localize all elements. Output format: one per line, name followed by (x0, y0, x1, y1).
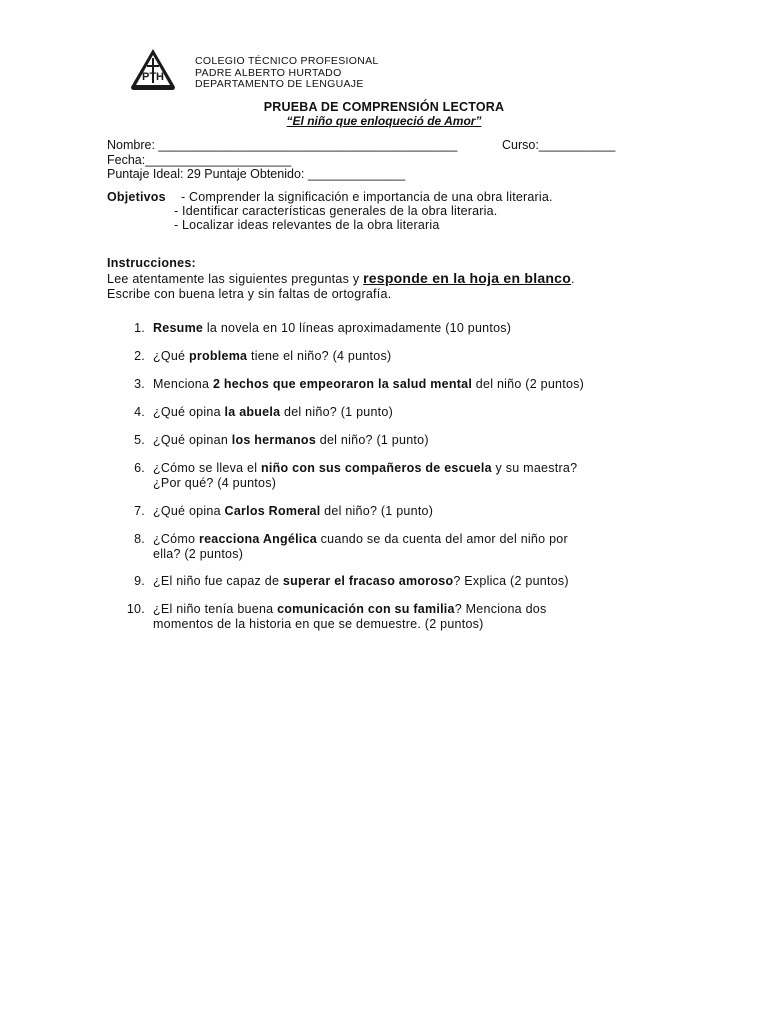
question-text (153, 321, 511, 336)
question-keyword: la abuela (224, 405, 281, 419)
question-segment: ¿Qué opina (153, 405, 225, 419)
instructions-emphasis: responde en la hoja en blanco (363, 270, 572, 286)
question-segment: ella? (2 puntos) (153, 546, 244, 561)
question-number: 7. (134, 504, 145, 518)
question-segment: ¿El niño fue capaz de (153, 574, 283, 588)
question-segment: la novela en 10 líneas aproximadamente (10 puntos) (203, 321, 512, 335)
question-item (107, 405, 393, 420)
student-fields (107, 138, 616, 182)
question-keyword: reacciona Angélica (198, 532, 317, 546)
instructions-line (107, 271, 667, 287)
school-patron: PADRE ALBERTO HURTADO (195, 66, 342, 79)
question-item (107, 532, 568, 561)
question-text (153, 504, 433, 519)
question-number: 9. (134, 574, 145, 588)
question-segment: ¿Por qué? (4 puntos) (153, 475, 277, 490)
school-name: COLEGIO TÉCNICO PROFESIONAL (195, 55, 379, 67)
question-item (107, 377, 584, 392)
question-segment: Menciona (153, 377, 213, 391)
question-number: 3. (134, 377, 145, 391)
question-item (107, 461, 577, 490)
question-text (153, 349, 391, 364)
question-segment: ¿Qué opina (153, 504, 225, 518)
objective-item: - Identificar características generales de la obra literaria. (174, 204, 498, 218)
question-text (153, 461, 577, 476)
question-segment: y su maestra? (491, 461, 578, 475)
date-field[interactable]: Fecha:_____________________ (107, 152, 292, 167)
question-segment: momentos de la historia en que se demuestre. (2 puntos) (153, 616, 484, 631)
question-text (153, 574, 569, 589)
school-info (195, 56, 379, 91)
question-keyword: Resume (153, 321, 204, 335)
question-segment: ¿Cómo se lleva el (153, 461, 262, 475)
question-segment: ¿Cómo (153, 532, 199, 546)
question-text (153, 476, 577, 491)
question-number: 2. (134, 349, 145, 363)
question-number: 5. (134, 433, 145, 447)
question-number: 4. (134, 405, 145, 419)
question-number: 1. (134, 321, 145, 335)
question-keyword: problema (189, 349, 248, 363)
question-segment: del niño? (1 punto) (320, 504, 434, 518)
question-segment: del niño (2 puntos) (472, 377, 585, 391)
school-logo (128, 47, 178, 91)
question-text (153, 602, 546, 617)
objectives-section (107, 190, 553, 232)
instructions-period: . (571, 272, 575, 286)
name-row (107, 138, 616, 153)
question-keyword: los hermanos (231, 433, 317, 447)
question-segment: del niño? (1 punto) (280, 405, 394, 419)
objective-row (107, 190, 553, 204)
objective-item: - Comprender la significación e importancia de una obra literaria. (181, 190, 553, 204)
question-number: 6. (134, 461, 145, 475)
instructions-title: Instrucciones: (107, 256, 196, 270)
title-block (0, 100, 768, 128)
question-segment: ¿Qué (153, 349, 189, 363)
question-text (153, 532, 568, 547)
question-text (153, 547, 568, 562)
question-keyword: comunicación con su familia (277, 602, 455, 616)
question-number: 8. (134, 532, 145, 546)
question-item (107, 574, 569, 589)
question-text (153, 433, 429, 448)
objectives-label: Objetivos (107, 190, 166, 204)
question-item (107, 602, 546, 631)
department-name: DEPARTAMENTO DE LENGUAJE (195, 78, 364, 90)
score-field[interactable]: Puntaje Ideal: 29 Puntaje Obtenido: ______________ (107, 167, 406, 181)
course-field[interactable]: Curso:___________ (502, 138, 616, 152)
name-field[interactable]: Nombre: ___________________________________________ (107, 138, 458, 152)
question-keyword: superar el fracaso amoroso (282, 574, 454, 588)
question-number: 10. (126, 602, 145, 616)
question-item (107, 349, 391, 364)
question-segment: ? Explica (2 puntos) (453, 574, 569, 588)
question-segment: ¿El niño tenía buena (153, 602, 278, 616)
exam-title: PRUEBA DE COMPRENSIÓN LECTORA (263, 100, 505, 114)
question-keyword: Carlos Romeral (224, 504, 321, 518)
question-item (107, 321, 511, 336)
question-keyword: niño con sus compañeros de escuela (261, 461, 492, 475)
logo-lettering: PTH (142, 71, 164, 83)
question-item (107, 504, 433, 519)
question-segment: tiene el niño? (4 puntos) (247, 349, 392, 363)
question-text (153, 405, 393, 420)
instructions-text: Lee atentamente las siguientes preguntas y (107, 272, 364, 286)
instructions-line-2: Escribe con buena letra y sin faltas de ortografía. (107, 287, 392, 301)
objective-item: - Localizar ideas relevantes de la obra literaria (174, 218, 440, 232)
question-text (153, 617, 546, 632)
book-title: “El niño que enloqueció de Amor” (286, 114, 482, 128)
question-segment: cuando se da cuenta del amor del niño por (316, 532, 568, 546)
question-item (107, 433, 429, 448)
instructions-section (107, 256, 667, 302)
question-text (153, 377, 584, 392)
question-segment: ? Menciona dos (454, 602, 547, 616)
question-segment: ¿Qué opinan (153, 433, 232, 447)
question-segment: del niño? (1 punto) (316, 433, 429, 447)
question-keyword: 2 hechos que empeoraron la salud mental (212, 377, 473, 391)
